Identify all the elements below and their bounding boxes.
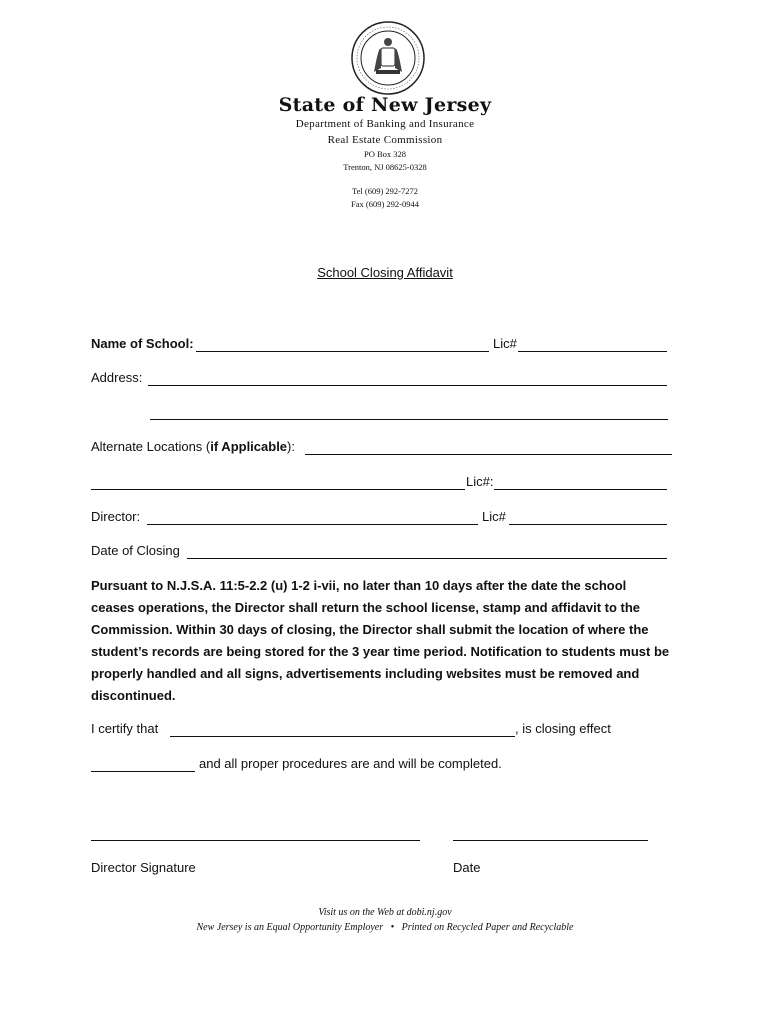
certify-suffix: , is closing effect <box>515 721 611 736</box>
footer-website: Visit us on the Web at dobi.nj.gov <box>318 907 452 918</box>
document-title: School Closing Affidavit <box>317 265 453 280</box>
license-number-field[interactable] <box>518 351 667 352</box>
department-name: Department of Banking and Insurance <box>295 118 475 130</box>
address-label: Address: <box>91 370 143 385</box>
address-field-line1[interactable] <box>148 385 667 386</box>
director-license-field[interactable] <box>509 524 667 525</box>
alternate-locations-label: Alternate Locations (if Applicable): <box>91 439 295 454</box>
director-label: Director: <box>91 509 141 524</box>
telephone: Tel (609) 292-7272 <box>352 186 418 196</box>
date-of-closing-label: Date of Closing <box>91 543 180 558</box>
alternate-locations-field[interactable] <box>305 454 672 455</box>
date-of-closing-field[interactable] <box>187 558 667 559</box>
director-signature-label: Director Signature <box>91 860 196 875</box>
commission-name: Real Estate Commission <box>327 134 443 146</box>
state-name-heading: State of New Jersey <box>278 94 492 116</box>
director-license-label: Lic# <box>482 509 506 524</box>
footer-employer: New Jersey is an Equal Opportunity Employer • Printed on Recycled Paper and Recyclable <box>196 922 574 933</box>
signature-date-field[interactable] <box>453 840 648 841</box>
certify-line2: and all proper procedures are and will be completed. <box>199 756 502 771</box>
certify-prefix: I certify that <box>91 721 159 736</box>
signature-date-label: Date <box>453 860 481 875</box>
director-signature-field[interactable] <box>91 840 420 841</box>
effective-date-field[interactable] <box>91 771 195 772</box>
statement-paragraph: Pursuant to N.J.S.A. 11:5-2.2 (u) 1-2 i-vii, no later than 10 days after the date the school ceases operations, the Director shall return the school license, stamp and affidavit to the Commission. Within 30 days of closing, the Director shall submit the location of where the student’s records are being stored for the 3 year time period. Notification to students must be properly handled and all signs, advertisements including websites must be removed and discontinued. <box>91 578 670 703</box>
po-box: PO Box 328 <box>363 149 407 159</box>
school-name-field[interactable] <box>196 351 489 352</box>
state-seal-icon <box>350 20 426 96</box>
license-number-label: Lic# <box>493 336 517 351</box>
city-address: Trenton, NJ 08625-0328 <box>343 162 427 172</box>
alternate-license-label: Lic#: <box>466 474 494 489</box>
certify-school-field[interactable] <box>170 736 515 737</box>
school-name-label: Name of School: <box>91 336 194 351</box>
director-field[interactable] <box>147 524 478 525</box>
address-field-line2[interactable] <box>150 419 668 420</box>
fax: Fax (609) 292-0944 <box>351 199 419 209</box>
alternate-location-field-line2[interactable] <box>91 489 465 490</box>
alternate-license-field[interactable] <box>494 489 667 490</box>
